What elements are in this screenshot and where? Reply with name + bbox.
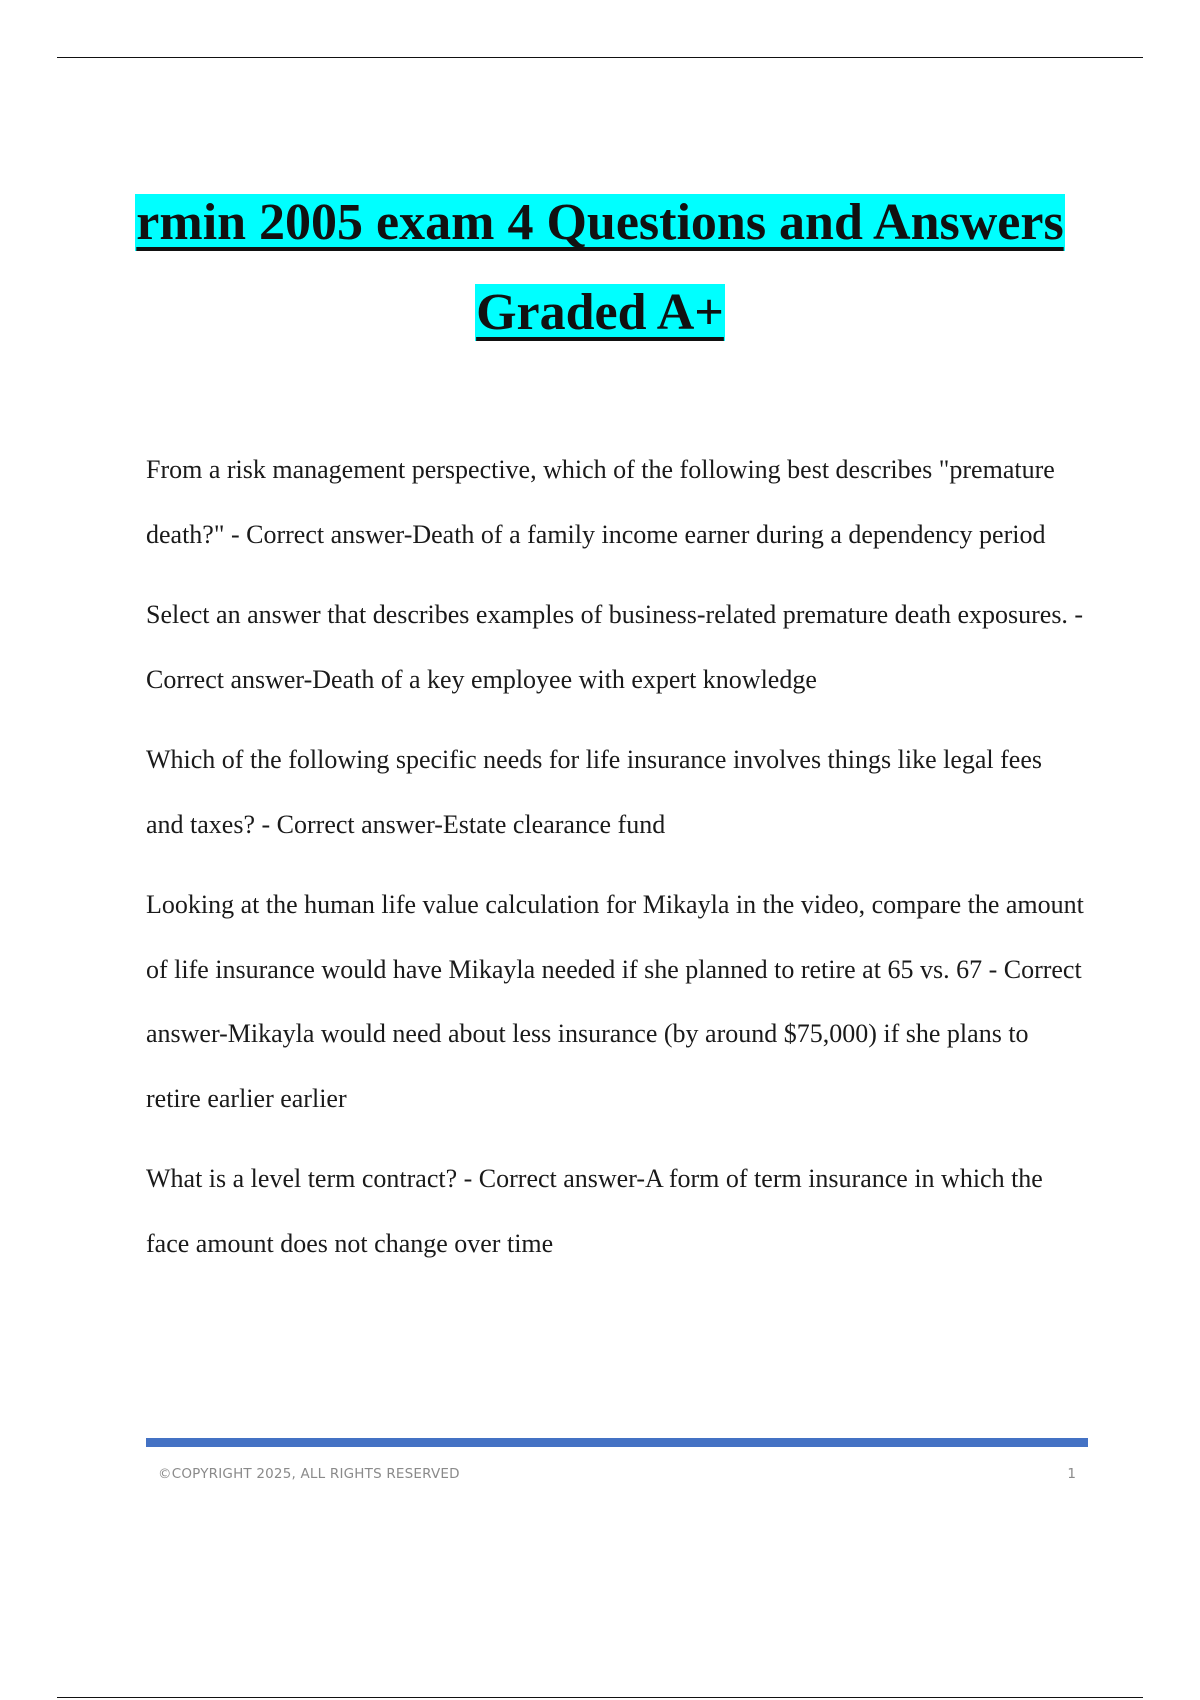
qa-item: From a risk management perspective, which of the following best describes "premature death?" - Correct answer-Death of a family income earner during a dependency period <box>146 455 1055 549</box>
qa-item: What is a level term contract? - Correct answer-A form of term insurance in which the face amount does not change over time <box>146 1164 1043 1258</box>
footer-copyright: ©COPYRIGHT 2025, ALL RIGHTS RESERVED <box>158 1466 460 1482</box>
qa-item: Which of the following specific needs for life insurance involves things like legal fees and taxes? - Correct answer-Estate clearance fund <box>146 745 1042 839</box>
bottom-rule <box>57 1697 1143 1698</box>
page-number: 1 <box>1067 1466 1076 1482</box>
document-title <box>100 178 1100 358</box>
qa-item: Looking at the human life value calculation for Mikayla in the video, compare the amount of life insurance would have Mikayla needed if she planned to retire at 65 vs. 67 - Correct answer-Mikayla would need about less insurance (by around $75,000) if she plans to retire earlier earlier <box>146 890 1084 1113</box>
top-rule <box>57 57 1143 58</box>
title-line-2: Graded A+ <box>476 284 724 341</box>
qa-item: Select an answer that describes examples of business-related premature death exposures. - Correct answer-Death of a key employee with expert knowledge <box>146 600 1084 694</box>
qa-list <box>146 438 1086 1292</box>
title-line-1: rmin 2005 exam 4 Questions and Answers <box>136 194 1064 251</box>
footer-bar <box>146 1438 1088 1447</box>
